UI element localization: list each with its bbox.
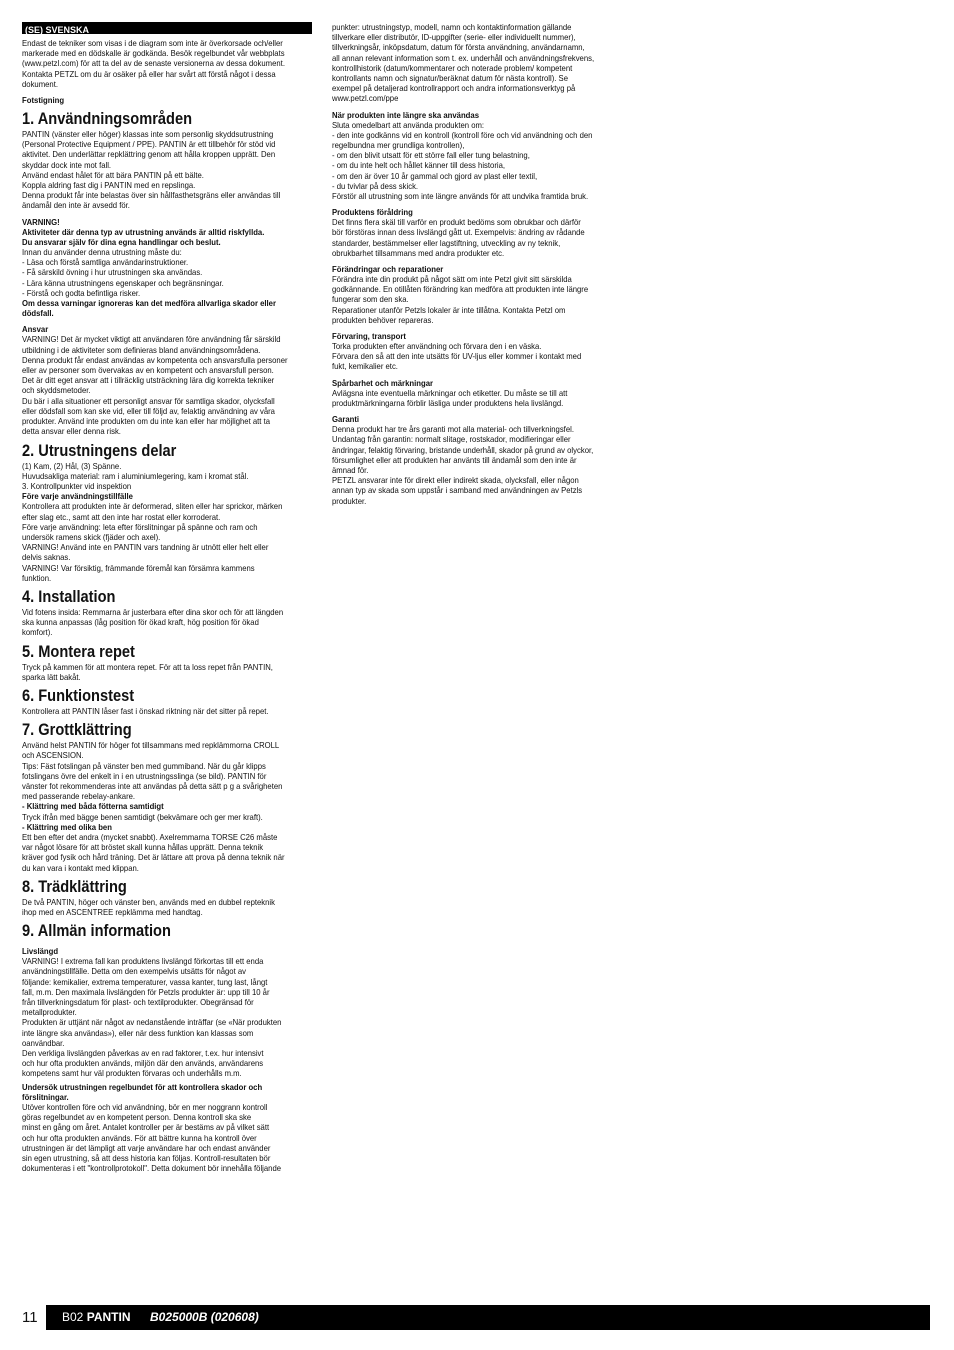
varning-bold: Aktiviteter där denna typ av utrustning används är alltid riskfyllda. Du ansvarar själv för dina egna handlingar och beslut. <box>22 226 265 247</box>
nar-body: Sluta omedelbart att använda produkten om: - den inte godkänns vid en kontroll (kontroll före och vid användning och den regelbundna mer grundliga kontrollen), - om den blivit utsatt för ett större fall eller tung belastning, - om du inte helt och hållet känner till dess historia, - om den är över 10 år gammal och gjord av plast eller textil, - du tvivlar på dess skick. Förstör all utrustning som inte längre används för att undvika framtida bruk. <box>332 119 593 202</box>
left-column <box>22 22 312 1173</box>
ansvar-title: Ansvar <box>22 324 49 335</box>
footer-reference: B025000B (020608) <box>150 1310 259 1324</box>
section-6-body: Kontrollera att PANTIN låser fast i önskad riktning när det sitter på repet. <box>22 705 269 716</box>
section-2-heading: 2. Utrustningens delar <box>22 440 177 460</box>
undersok-title: Undersök utrustningen regelbundet för att kontrollera skador och förslitningar. <box>22 1081 263 1102</box>
section-7-bold-1: - Klättring med båda fötterna samtidigt <box>22 801 164 812</box>
sparbarhet-body: Avlägsna inte eventuella märkningar och etiketter. Du måste se till att produktmärkningarna förblir läsliga under produktens hela livslängd. <box>332 387 568 408</box>
section-2-body-2: Kontrollera att produkten inte är deformerad, sliten eller har sprickor, märken efter slag etc., samt att den inte har rostat eller korroderat. Före varje användning: leta efter förslitningar på spänne och ram och undersök ramens skick (fjäder och axel). VARNING! Använd inte en PANTIN vars tandning är utnött eller helt eller delvis saknas. VARNING! Var försiktig, främmande föremål kan försämra kammens funktion. <box>22 501 283 583</box>
right-column <box>332 22 622 506</box>
forandringar-title: Förändringar och reparationer <box>332 264 444 275</box>
section-8-body: De två PANTIN, höger och vänster ben, används med en dubbel repteknik ihop med en ASCENTREE repklämma med handtag. <box>22 896 275 917</box>
section-9-heading: 9. Allmän information <box>22 921 171 941</box>
section-7-heading: 7. Grottklättring <box>22 720 132 740</box>
section-7-body-3: Ett ben efter det andra (mycket snabbt). Axelremmarna TORSE C26 måste var något lösare för att bröstet skall kunna hållas upprätt. Denna teknik kräver god fysik och hård träning. Det är lättare att prova på denna teknik när du kan vara i kontakt med klippan. <box>22 831 285 873</box>
footer-code: B02 <box>62 1310 84 1324</box>
section-4-body: Vid fotens insida: Remmarna är justerbara efter dina skor och för att längden ska kunna anpassas (låg position för ökad kraft, hög position för ökad komfort). <box>22 606 284 638</box>
intro-text: Endast de tekniker som visas i de diagram som inte är överkorsade och/eller markerade med en dödskalle är godkända. Besök regelbundet vår webbplats (www.petzl.com) för att ta del av de senaste versionerna av dessa dokument. Kontakta PETZL om du är osäker på eller har svårt att förstå något i dessa dokument. <box>22 38 285 89</box>
section-2-bold: Före varje användningstillfälle <box>22 491 133 502</box>
inspection-continued-body: punkter: utrustningstyp, modell, namn och kontaktinformation gällande tillverkare eller distributör, ID-uppgifter (serie- eller individuellt nummer), tillverkningsår, inköpsdatum, datum för första användning, användarnamn, all annan relevant information som t. ex. underhåll och användningsfrekvens, kontrollhistorik (datum/kommentarer och noterade problem/ kompetent kontrollants namn och signatur/beräknat datum för nästa kontroll). Se exempel på detaljerad kontrollrapport och andra informationsverktyg på www.petzl.com/ppe <box>332 22 595 104</box>
section-8-heading: 8. Trädklättring <box>22 876 127 896</box>
foraldring-title: Produktens föråldring <box>332 207 413 218</box>
section-7-bold-2: - Klättring med olika ben <box>22 821 112 832</box>
forandringar-body: Förändra inte din produkt på något sätt om inte Petzl givit sitt särskilda godkännande. En otillåten förändring kan medföra att produkten inte längre fungerar som den ska. Reparationer utanför Petzls lokaler är inte tillåtna. Kontakta Petzl om produkten behöver repareras. <box>332 274 589 325</box>
section-7-body: Använd helst PANTIN för höger fot tillsammans med repklämmorna CROLL och ASCENSION. Tips: Fäst fotslingan på vänster ben med gummiband. När du går klipps fotslingans övre del enkelt in i en utrustningsslinga (se bild). PANTIN för vänster fot rekommenderas inte att användas på detta sätt p g a svårigheten med passerande rebelay-ankare. <box>22 740 283 802</box>
undersok-body: Utöver kontrollen före och vid användning, bör en mer noggrann kontroll göras regelbundet av en kompetent person. Denna kontroll ska ske minst en gång om året. Antalet kontroller per är bestäms av på vilket sätt och hur ofta produkten används. För att bättre kunna ha kontroll över utrustningen är det lämpligt att varje användare har och endast använder sin egen utrustning, så att dess historia kan följas. Kontroll-resultaten bör dokumenteras i ett "kontrollprotokoll". Detta dokument bör innehålla följande <box>22 1102 282 1174</box>
varning-body: Innan du använder denna utrustning måste du: - Läsa och förstå samtliga användarinstruktioner. - Få särskild övning i hur utrustningen ska användas. - Lära känna utrustningens egenskaper och begränsningar. - Förstå och godta befintliga risker. <box>22 247 224 298</box>
section-5-body: Tryck på kammen för att montera repet. För att ta loss repet från PANTIN, sparka lätt bakåt. <box>22 661 273 682</box>
section-7-body-2: Tryck ifrån med bägge benen samtidigt (bekvämare och ger mer kraft). <box>22 811 263 822</box>
nar-title: När produkten inte längre ska användas <box>332 109 480 120</box>
livslangd-body: VARNING! I extrema fall kan produktens livslängd förkortas till ett enda användningstillfälle. Detta om den exempelvis utsätts för något av följande: kemikalier, extrema temperaturer, vassa kanter, tung last, långt fall, m.m. Den maximala livslängden för Petzls produkter är: upp till 10 år från tillverkningsdatum för plast- och textilprodukter. Obegränsad för metallprodukter. Produkten är uttjänt när något av nedanstående inträffar (se «När produkten inte längre ska användas»), eller när dess funktion kan klassas som oanvändbar. Den verkliga livslängden påverkas av en rad faktorer, t.ex. hur intensivt och hur ofta produkten används, miljön där den används, användarens kompetens samt hur väl produkten förvaras och underhålls m.m. <box>22 956 282 1079</box>
foraldring-body: Det finns flera skäl till varför en produkt bedöms som obrukbar och därför bör förstöras innan dess livslängd gått ut. Exempelvis: ändring av rådande standarder, bestämmelser eller lagstiftning, utveckling av ny teknik, obrukbarhet tillsammans med andra produkter etc. <box>332 217 585 258</box>
section-1-heading: 1. Användningsområden <box>22 109 193 129</box>
footer-bar <box>46 1305 930 1330</box>
footer-product: PANTIN <box>86 1310 131 1324</box>
section-5-heading: 5. Montera repet <box>22 641 135 661</box>
fotstigning-label: Fotstigning <box>22 95 65 106</box>
page-number: 11 <box>22 1309 38 1326</box>
section-6-heading: 6. Funktionstest <box>22 685 135 705</box>
garanti-title: Garanti <box>332 414 360 425</box>
section-4-heading: 4. Installation <box>22 586 116 606</box>
sparbarhet-title: Spårbarhet och märkningar <box>332 377 434 388</box>
ansvar-body: VARNING! Det är mycket viktigt att användaren före användning får särskild utbildning i de aktiviteter som definieras bland användningsområdena. Denna produkt får endast användas av kompetenta och ansvarsfulla personer eller av personer som övervakas av en kompetent och ansvarsfull person. Det är ditt eget ansvar att i tillräcklig utsträckning lära dig korrekta tekniker och skyddsmetoder. Du bär i alla situationer ett personligt ansvar för samtliga skador, olycksfall eller dödsfall som kan ske vid, eller till följd av, felaktig användning av våra produkter. Använd inte produkten om du inte kan eller har möjlighet att ta detta ansvar eller denna risk. <box>22 334 288 437</box>
language-header: (SE) SVENSKA <box>22 22 312 34</box>
varning-bold-2: Om dessa varningar ignoreras kan det medföra allvarliga skador eller dödsfall. <box>22 298 276 319</box>
footer-model <box>62 1305 130 1330</box>
garanti-body: Denna produkt har tre års garanti mot alla material- och tillverkningsfel. Undantag från garantin: normalt slitage, rostskador, modifieringar eller ändringar, felaktig förvaring, bristande underhåll, skador på grund av olyckor, försumlighet eller att produkten har använts till ändamål som den inte är ämnad för. PETZL ansvarar inte för direkt eller indirekt skada, olycksfall, eller någon annan typ av skada som uppstår i samband med användningen av Petzls produkter. <box>332 424 594 506</box>
forvaring-title: Förvaring, transport <box>332 331 406 342</box>
section-1-body: PANTIN (vänster eller höger) klassas inte som personlig skyddsutrustning (Personal Protective Equipment / PPE). PANTIN är ett tillbehör för stöd vid aktivitet. Den underlättar repklättring genom att hålla kroppen upprätt. Den skyddar dock inte mot fall. Använd endast hålet för att bära PANTIN på ett bälte. Koppla aldring fast dig i PANTIN med en repslinga. Denna produkt får inte belastas över sin hållfasthetsgräns eller användas till ändamål den inte är avsedd för. <box>22 129 281 211</box>
section-2-body: (1) Kam, (2) Hål, (3) Spänne. Huvudsakliga material: ram i aluminiumlegering, kam i kromat stål. 3. Kontrollpunkter vid inspektion <box>22 460 249 491</box>
forvaring-body: Torka produkten efter användning och förvara den i en väska. Förvara den så att den inte utsätts för UV-ljus eller kommer i kontakt med fukt, kemikalier etc. <box>332 341 582 372</box>
livslangd-title: Livslängd <box>22 946 59 957</box>
varning-title: VARNING! <box>22 216 60 227</box>
